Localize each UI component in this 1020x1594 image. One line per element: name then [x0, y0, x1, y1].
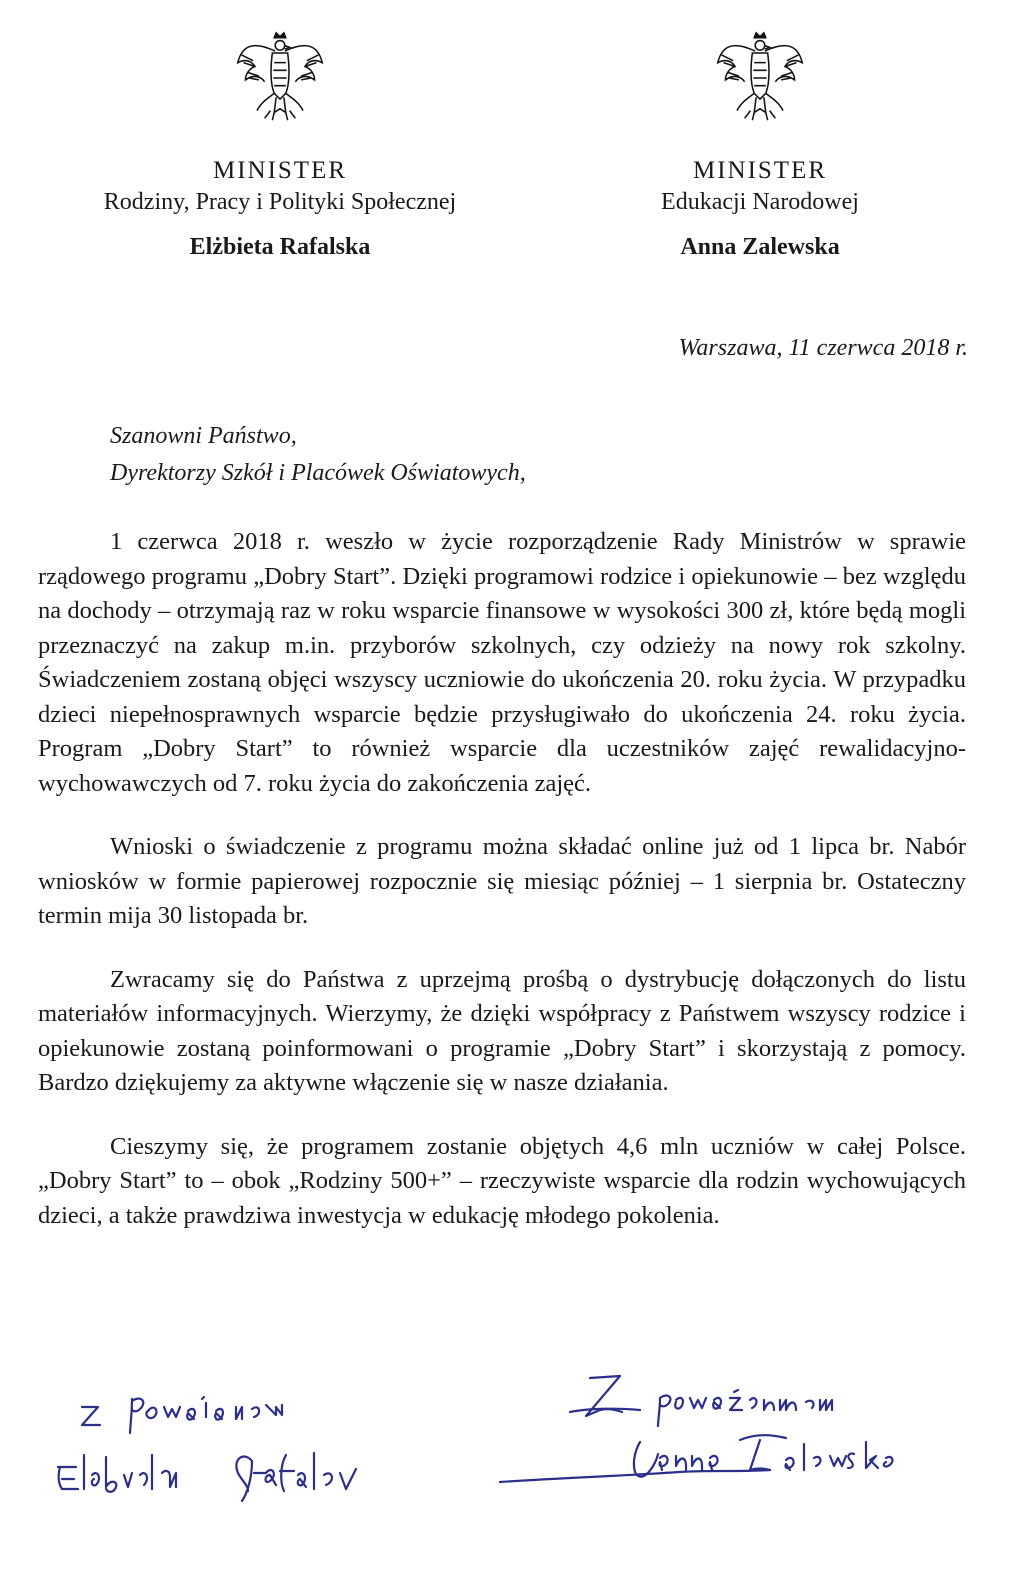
polish-eagle-emblem-icon — [712, 30, 808, 126]
left-ministry-name: Rodziny, Pracy i Polityki Społecznej — [103, 189, 457, 215]
right-minister-name: Anna Zalewska — [680, 234, 840, 260]
body-paragraph: Wnioski o świadczenie z programu można składać online już od 1 lipca br. Nabór wniosków w formie papierowej rozpocznie się miesiąc później – 1 sierpnia br. Ostateczny termin mija 30 listopada br. — [38, 833, 966, 929]
right-ministry-name: Edukacji Narodowej — [661, 189, 859, 215]
left-minister-header — [50, 30, 510, 262]
body-paragraph: Zwracamy się do Państwa z uprzejmą prośbą o dystrybucję dołączonych do listu materiałów informacyjnych. Wierzymy, że dzięki współpracy z Państwem wszyscy rodzice i opiekunowie zostaną poinformowani o programie „Dobry Start” i skorzystają z pomocy. Bardzo dziękujemy za aktywne włączenie się w nasze działania. — [38, 965, 966, 1096]
body-paragraph: 1 czerwca 2018 r. weszło w życie rozporządzenie Rady Ministrów w sprawie rządowego programu „Dobry Start”. Dzięki programowi rodzice i opiekunowie – bez względu na dochody – otrzymają raz w roku wsparcie finansowe w wysokości 300 zł, które będą mogli przeznaczyć na zakup m.in. przyborów szkolnych, czy odzieży na nowy rok szkolny. Świadczeniem zostaną objęci wszyscy uczniowie do ukończenia 20. roku życia. W przypadku dzieci niepełnosprawnych wsparcie będzie przysługiwało do ukończenia 24. roku życia. Program „Dobry Start” to również wsparcie dla uczestników zajęć rewalidacyjno-wychowawczych od 7. roku życia do zakończenia zajęć. — [38, 528, 966, 797]
signature-drawing — [40, 1385, 420, 1525]
right-minister-title: MINISTER — [692, 157, 828, 184]
letter-body — [38, 525, 966, 1262]
polish-eagle-emblem-icon — [232, 30, 328, 126]
salutation-line-1: Szanowni Państwo, — [110, 423, 297, 449]
signature-drawing — [490, 1370, 960, 1520]
right-minister-header — [530, 30, 990, 262]
left-handwritten-signature — [40, 1385, 420, 1525]
salutation-line-2: Dyrektorzy Szkół i Placówek Oświatowych, — [110, 460, 526, 486]
right-handwritten-signature — [490, 1370, 960, 1520]
body-paragraph: Cieszymy się, że programem zostanie objętych 4,6 mln uczniów w całej Polsce. „Dobry Start” to – obok „Rodziny 500+” – rzeczywiste wsparcie dla rodzin wychowujących dzieci, a także prawdziwa inwestycja w edukację młodego pokolenia. — [38, 1132, 966, 1229]
place-date: Warszawa, 11 czerwca 2018 r. — [678, 335, 968, 361]
left-minister-title: MINISTER — [212, 157, 348, 184]
salutation — [110, 418, 526, 492]
left-minister-name: Elżbieta Rafalska — [189, 234, 371, 260]
